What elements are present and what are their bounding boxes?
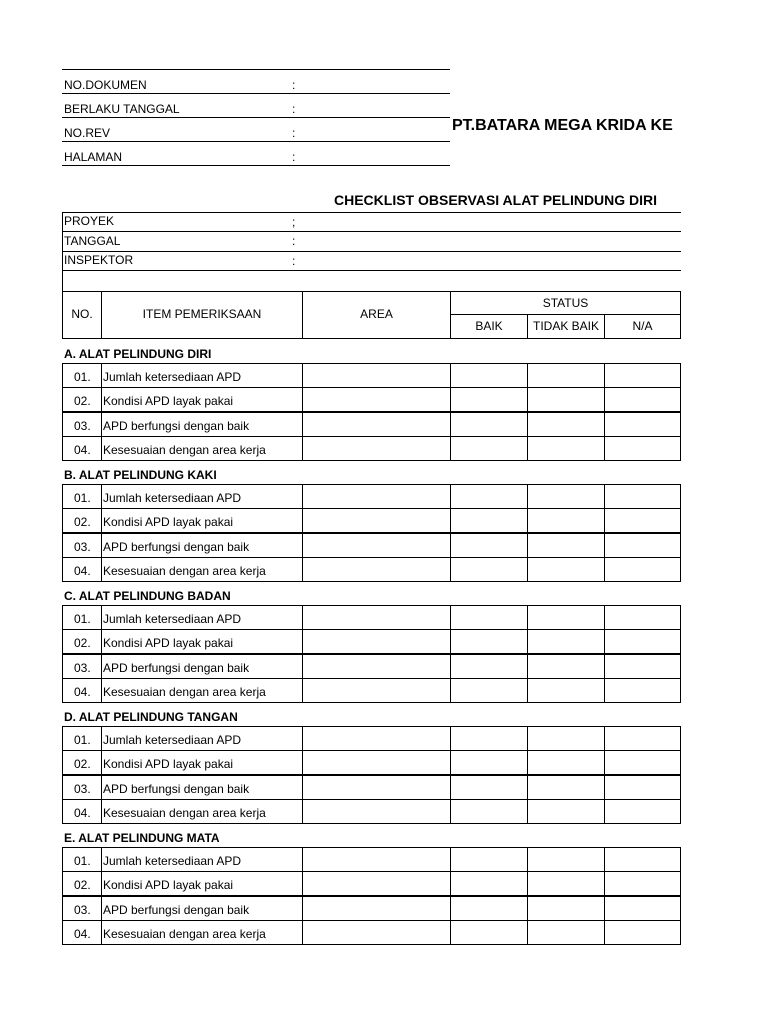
- table-tidak-baik-cell[interactable]: [527, 678, 605, 703]
- table-area-cell[interactable]: [302, 654, 451, 679]
- table-na-cell[interactable]: [604, 484, 681, 509]
- project-info-label-inspektor: INSPEKTOR: [64, 253, 134, 267]
- row-number: 04.: [74, 564, 91, 578]
- table-baik-cell[interactable]: [450, 871, 528, 896]
- row-item-text: APD berfungsi dengan baik: [103, 903, 250, 917]
- project-info-left-border: [62, 212, 63, 292]
- row-item-text: APD berfungsi dengan baik: [103, 782, 250, 796]
- table-area-cell[interactable]: [302, 412, 451, 437]
- project-info-sep: :: [292, 234, 296, 248]
- doc-info-sep: :: [292, 126, 296, 140]
- table-area-cell[interactable]: [302, 799, 451, 824]
- table-area-cell[interactable]: [302, 896, 451, 921]
- table-na-cell[interactable]: [604, 775, 681, 800]
- section-title: D. ALAT PELINDUNG TANGAN: [64, 710, 238, 724]
- table-na-cell[interactable]: [604, 412, 681, 437]
- table-baik-cell[interactable]: [450, 363, 528, 388]
- table-baik-cell[interactable]: [450, 750, 528, 775]
- table-area-cell[interactable]: [302, 387, 451, 412]
- doc-info-rule: [62, 93, 450, 94]
- doc-info-label-no-dokumen: NO.DOKUMEN: [64, 78, 147, 92]
- project-info-sep: :: [292, 254, 296, 268]
- row-number: 04.: [74, 685, 91, 699]
- table-na-cell[interactable]: [604, 847, 681, 872]
- table-tidak-baik-cell[interactable]: [527, 363, 605, 388]
- section-title: A. ALAT PELINDUNG DIRI: [64, 347, 212, 361]
- table-area-cell[interactable]: [302, 508, 451, 533]
- row-item-text: Jumlah ketersediaan APD: [103, 854, 242, 868]
- table-area-cell[interactable]: [302, 557, 451, 582]
- table-baik-cell[interactable]: [450, 629, 528, 654]
- row-number: 03.: [74, 782, 91, 796]
- table-tidak-baik-cell[interactable]: [527, 920, 605, 945]
- table-tidak-baik-cell[interactable]: [527, 412, 605, 437]
- row-item-text: Jumlah ketersediaan APD: [103, 370, 242, 384]
- project-info-rule: [62, 231, 681, 232]
- table-na-cell[interactable]: [604, 678, 681, 703]
- table-tidak-baik-cell[interactable]: [527, 533, 605, 558]
- row-item-text: Kondisi APD layak pakai: [103, 757, 234, 771]
- table-baik-cell[interactable]: [450, 726, 528, 751]
- row-item-text: Jumlah ketersediaan APD: [103, 612, 242, 626]
- table-tidak-baik-cell[interactable]: [527, 605, 605, 630]
- row-item-text: APD berfungsi dengan baik: [103, 419, 250, 433]
- header-status: STATUS: [542, 296, 589, 310]
- table-na-cell[interactable]: [604, 920, 681, 945]
- project-info-label-proyek: PROYEK: [64, 214, 115, 228]
- table-baik-cell[interactable]: [450, 799, 528, 824]
- table-na-cell[interactable]: [604, 896, 681, 921]
- table-tidak-baik-cell[interactable]: [527, 436, 605, 461]
- table-tidak-baik-cell[interactable]: [527, 726, 605, 751]
- row-item-text: Kondisi APD layak pakai: [103, 878, 234, 892]
- table-tidak-baik-cell[interactable]: [527, 847, 605, 872]
- table-na-cell[interactable]: [604, 508, 681, 533]
- company-name: PT.BATARA MEGA KRIDA KE: [452, 117, 673, 134]
- table-tidak-baik-cell[interactable]: [527, 508, 605, 533]
- doc-info-label-berlaku-tanggal: BERLAKU TANGGAL: [64, 102, 180, 116]
- row-item-text: Jumlah ketersediaan APD: [103, 733, 242, 747]
- table-area-cell[interactable]: [302, 920, 451, 945]
- project-info-sep: ;: [292, 215, 296, 229]
- table-baik-cell[interactable]: [450, 896, 528, 921]
- row-number: 03.: [74, 540, 91, 554]
- project-info-rule: [62, 251, 681, 252]
- table-area-cell[interactable]: [302, 726, 451, 751]
- table-area-cell[interactable]: [302, 533, 451, 558]
- row-item-text: Kondisi APD layak pakai: [103, 636, 234, 650]
- row-number: 02.: [74, 636, 91, 650]
- row-number: 03.: [74, 419, 91, 433]
- table-na-cell[interactable]: [604, 557, 681, 582]
- table-baik-cell[interactable]: [450, 847, 528, 872]
- table-tidak-baik-cell[interactable]: [527, 629, 605, 654]
- table-tidak-baik-cell[interactable]: [527, 484, 605, 509]
- table-na-cell[interactable]: [604, 654, 681, 679]
- row-item-text: Kondisi APD layak pakai: [103, 394, 234, 408]
- table-tidak-baik-cell[interactable]: [527, 896, 605, 921]
- header-no: NO.: [71, 307, 93, 321]
- table-area-cell[interactable]: [302, 847, 451, 872]
- section-title: C. ALAT PELINDUNG BADAN: [64, 589, 231, 603]
- doc-info-label-halaman: HALAMAN: [64, 150, 123, 164]
- table-area-cell[interactable]: [302, 484, 451, 509]
- row-number: 03.: [74, 661, 91, 675]
- table-baik-cell[interactable]: [450, 436, 528, 461]
- row-item-text: APD berfungsi dengan baik: [103, 661, 250, 675]
- row-item-text: Jumlah ketersediaan APD: [103, 491, 242, 505]
- table-area-cell[interactable]: [302, 629, 451, 654]
- row-number: 02.: [74, 515, 91, 529]
- table-tidak-baik-cell[interactable]: [527, 775, 605, 800]
- table-baik-cell[interactable]: [450, 508, 528, 533]
- row-number: 01.: [74, 733, 91, 747]
- row-number: 01.: [74, 491, 91, 505]
- company-name-clip: [452, 114, 681, 140]
- table-tidak-baik-cell[interactable]: [527, 750, 605, 775]
- table-baik-cell[interactable]: [450, 557, 528, 582]
- project-info: [0, 210, 768, 292]
- row-number: 02.: [74, 878, 91, 892]
- row-number: 04.: [74, 806, 91, 820]
- table-baik-cell[interactable]: [450, 605, 528, 630]
- project-info-rule: [62, 270, 681, 271]
- table-area-cell[interactable]: [302, 871, 451, 896]
- table-na-cell[interactable]: [604, 363, 681, 388]
- section-title: E. ALAT PELINDUNG MATA: [64, 831, 220, 845]
- table-na-cell[interactable]: [604, 871, 681, 896]
- document-info: [0, 0, 768, 180]
- page-title: CHECKLIST OBSERVASI ALAT PELINDUNG DIRI: [334, 192, 658, 208]
- table-baik-cell[interactable]: [450, 920, 528, 945]
- table-na-cell[interactable]: [604, 799, 681, 824]
- table-area-cell[interactable]: [302, 436, 451, 461]
- project-info-rule: [62, 212, 681, 213]
- doc-info-rule: [62, 165, 450, 166]
- table-tidak-baik-cell[interactable]: [527, 387, 605, 412]
- row-item-text: APD berfungsi dengan baik: [103, 540, 250, 554]
- row-item-text: Kesesuaian dengan area kerja: [103, 564, 266, 578]
- doc-info-label-no-rev: NO.REV: [64, 126, 111, 140]
- table-area-cell[interactable]: [302, 678, 451, 703]
- section-title: B. ALAT PELINDUNG KAKI: [64, 468, 217, 482]
- header-na: N/A: [632, 319, 653, 333]
- table-baik-cell[interactable]: [450, 484, 528, 509]
- doc-info-rule: [62, 117, 450, 118]
- table-baik-cell[interactable]: [450, 775, 528, 800]
- table-area-cell[interactable]: [302, 605, 451, 630]
- table-baik-cell[interactable]: [450, 654, 528, 679]
- table-tidak-baik-cell[interactable]: [527, 799, 605, 824]
- row-number: 04.: [74, 443, 91, 457]
- row-number: 03.: [74, 903, 91, 917]
- row-item-text: Kesesuaian dengan area kerja: [103, 806, 266, 820]
- row-item-text: Kesesuaian dengan area kerja: [103, 685, 266, 699]
- table-area-cell[interactable]: [302, 363, 451, 388]
- doc-info-rule: [62, 141, 450, 142]
- table-na-cell[interactable]: [604, 629, 681, 654]
- table-tidak-baik-cell[interactable]: [527, 871, 605, 896]
- table-baik-cell[interactable]: [450, 387, 528, 412]
- table-area-cell[interactable]: [302, 775, 451, 800]
- row-number: 01.: [74, 854, 91, 868]
- header-area: AREA: [360, 307, 393, 321]
- table-na-cell[interactable]: [604, 533, 681, 558]
- header-baik: BAIK: [475, 319, 503, 333]
- table-na-cell[interactable]: [604, 726, 681, 751]
- row-item-text: Kondisi APD layak pakai: [103, 515, 234, 529]
- table-na-cell[interactable]: [604, 750, 681, 775]
- row-number: 02.: [74, 757, 91, 771]
- doc-info-sep: :: [292, 102, 296, 116]
- table-na-cell[interactable]: [604, 605, 681, 630]
- table-na-cell[interactable]: [604, 387, 681, 412]
- table-tidak-baik-cell[interactable]: [527, 654, 605, 679]
- row-number: 02.: [74, 394, 91, 408]
- row-number: 01.: [74, 612, 91, 626]
- table-na-cell[interactable]: [604, 436, 681, 461]
- doc-info-top-rule: [62, 69, 450, 70]
- doc-info-sep: :: [292, 150, 296, 164]
- header-tidak-baik: TIDAK BAIK: [532, 319, 600, 333]
- project-info-label-tanggal: TANGGAL: [64, 234, 121, 248]
- table-tidak-baik-cell[interactable]: [527, 557, 605, 582]
- row-number: 01.: [74, 370, 91, 384]
- row-item-text: Kesesuaian dengan area kerja: [103, 927, 266, 941]
- table-baik-cell[interactable]: [450, 533, 528, 558]
- table-baik-cell[interactable]: [450, 412, 528, 437]
- table-baik-cell[interactable]: [450, 678, 528, 703]
- row-item-text: Kesesuaian dengan area kerja: [103, 443, 266, 457]
- row-number: 04.: [74, 927, 91, 941]
- doc-info-sep: :: [292, 78, 296, 92]
- table-area-cell[interactable]: [302, 750, 451, 775]
- header-item: ITEM PEMERIKSAAN: [142, 307, 262, 321]
